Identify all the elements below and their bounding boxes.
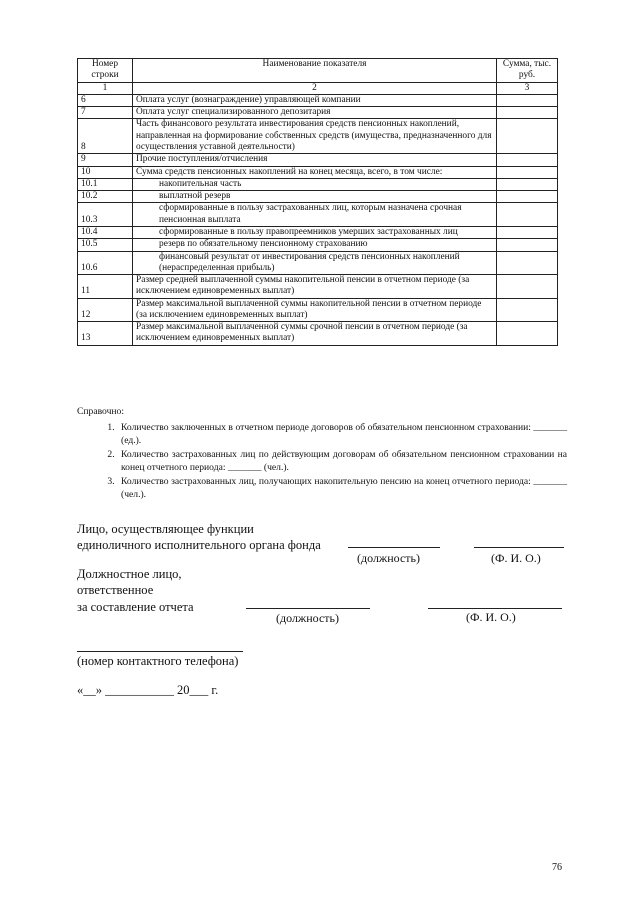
sum-cell[interactable] — [497, 191, 558, 203]
row-number-cell: 9 — [78, 154, 133, 166]
column-number: 3 — [497, 82, 558, 94]
row-number-cell: 10.2 — [78, 191, 133, 203]
sum-cell[interactable] — [497, 239, 558, 251]
officer-position-line — [246, 608, 370, 609]
indicator-name-cell: накопительная часть — [133, 178, 497, 190]
sum-cell[interactable] — [497, 322, 558, 346]
head-name-line — [474, 547, 564, 548]
head-signature-label — [77, 521, 321, 554]
table-row — [78, 166, 558, 178]
indicator-name-cell: Часть финансового результата инвестирования средств пенсионных накоплений, направленная на формирование собственных средств (имущества, предназначенного для осуществления уставной деятельности) — [133, 119, 497, 154]
sum-cell[interactable] — [497, 119, 558, 154]
report-table — [77, 58, 558, 346]
sum-cell[interactable] — [497, 107, 558, 119]
note-item: 1. Количество заключенных в отчетном периоде договоров об обязательном пенсионном страховании: _______ (ед.). — [117, 422, 567, 448]
row-number-cell: 10.6 — [78, 251, 133, 275]
table-header-row — [78, 59, 558, 83]
row-number-cell: 12 — [78, 298, 133, 322]
column-number: 2 — [133, 82, 497, 94]
phone-line — [77, 651, 243, 652]
officer-name-line — [428, 608, 562, 609]
table-row — [78, 251, 558, 275]
head-name-caption: (Ф. И. О.) — [491, 551, 541, 565]
indicator-name-cell: Сумма средств пенсионных накоплений на конец месяца, всего, в том числе: — [133, 166, 497, 178]
indicator-name-cell: Оплата услуг (вознаграждение) управляющей компании — [133, 94, 497, 106]
table-row — [78, 226, 558, 238]
column-numbers-row — [78, 82, 558, 94]
table-row — [78, 275, 558, 299]
row-number-cell: 10.3 — [78, 203, 133, 227]
officer-label-line: ответственное — [77, 583, 154, 598]
sum-cell[interactable] — [497, 166, 558, 178]
indicator-name-cell: выплатной резерв — [133, 191, 497, 203]
row-number-cell: 10.5 — [78, 239, 133, 251]
head-label-line: единоличного исполнительного органа фонда — [77, 538, 321, 553]
table-row — [78, 298, 558, 322]
sum-cell[interactable] — [497, 154, 558, 166]
table-row — [78, 191, 558, 203]
note-item: 3. Количество застрахованных лиц, получающих накопительную пенсию на конец отчетного периода: _______ (чел.). — [117, 476, 567, 502]
row-number-cell: 13 — [78, 322, 133, 346]
indicator-name-cell: Прочие поступления/отчисления — [133, 154, 497, 166]
row-number-cell: 8 — [78, 119, 133, 154]
phone-caption: (номер контактного телефона) — [77, 654, 239, 668]
row-number-cell: 10.4 — [78, 226, 133, 238]
sum-cell[interactable] — [497, 251, 558, 275]
indicator-name-cell: сформированные в пользу правопреемников умерших застрахованных лиц — [133, 226, 497, 238]
header-indicator-name: Наименование показателя — [133, 59, 497, 83]
header-row-number: Номер строки — [78, 59, 133, 83]
table-row — [78, 178, 558, 190]
sum-cell[interactable] — [497, 275, 558, 299]
notes-list — [77, 422, 567, 502]
table-row — [78, 119, 558, 154]
officer-signature-label — [77, 566, 194, 615]
sum-cell[interactable] — [497, 178, 558, 190]
officer-position-caption: (должность) — [276, 611, 339, 625]
table-row — [78, 154, 558, 166]
officer-label-line: Должностное лицо, — [77, 567, 182, 581]
indicator-name-cell: Оплата услуг специализированного депозитария — [133, 107, 497, 119]
head-label-line: Лицо, осуществляющее функции — [77, 522, 254, 536]
row-number-cell: 10.1 — [78, 178, 133, 190]
page-number: 76 — [552, 862, 562, 873]
row-number-cell: 7 — [78, 107, 133, 119]
indicator-name-cell: финансовый результат от инвестирования средств пенсионных накоплений (нераспределенная прибыль) — [133, 251, 497, 275]
sum-cell[interactable] — [497, 94, 558, 106]
notes-title: Справочно: — [77, 406, 125, 417]
row-number-cell: 10 — [78, 166, 133, 178]
table-row — [78, 94, 558, 106]
sum-cell[interactable] — [497, 203, 558, 227]
row-number-cell: 11 — [78, 275, 133, 299]
reference-notes — [77, 406, 567, 503]
table-row — [78, 107, 558, 119]
indicator-name-cell: сформированные в пользу застрахованных лиц, которым назначена срочная пенсионная выплата — [133, 203, 497, 227]
officer-label-line: за составление отчета — [77, 599, 194, 614]
indicator-name-cell: Размер средней выплаченной суммы накопительной пенсии в отчетном периоде (за исключением единовременных выплат) — [133, 275, 497, 299]
note-item: 2. Количество застрахованных лиц по действующим договорам об обязательном пенсионном страховании на конец отчетного периода: _______ (чел.). — [117, 449, 567, 475]
head-position-line — [348, 547, 440, 548]
table-row — [78, 322, 558, 346]
head-position-caption: (должность) — [357, 551, 420, 565]
table-row — [78, 239, 558, 251]
indicator-name-cell: резерв по обязательному пенсионному страхованию — [133, 239, 497, 251]
sum-cell[interactable] — [497, 298, 558, 322]
column-number: 1 — [78, 82, 133, 94]
sum-cell[interactable] — [497, 226, 558, 238]
indicator-name-cell: Размер максимальной выплаченной суммы срочной пенсии в отчетном периоде (за исключением единовременных выплат) — [133, 322, 497, 346]
table-row — [78, 203, 558, 227]
row-number-cell: 6 — [78, 94, 133, 106]
officer-name-caption: (Ф. И. О.) — [466, 610, 516, 624]
indicator-name-cell: Размер максимальной выплаченной суммы накопительной пенсии в отчетном периоде (за исключением единовременных выплат) — [133, 298, 497, 322]
date-field: «__» ___________ 20___ г. — [77, 683, 219, 697]
header-sum: Сумма, тыс. руб. — [497, 59, 558, 83]
